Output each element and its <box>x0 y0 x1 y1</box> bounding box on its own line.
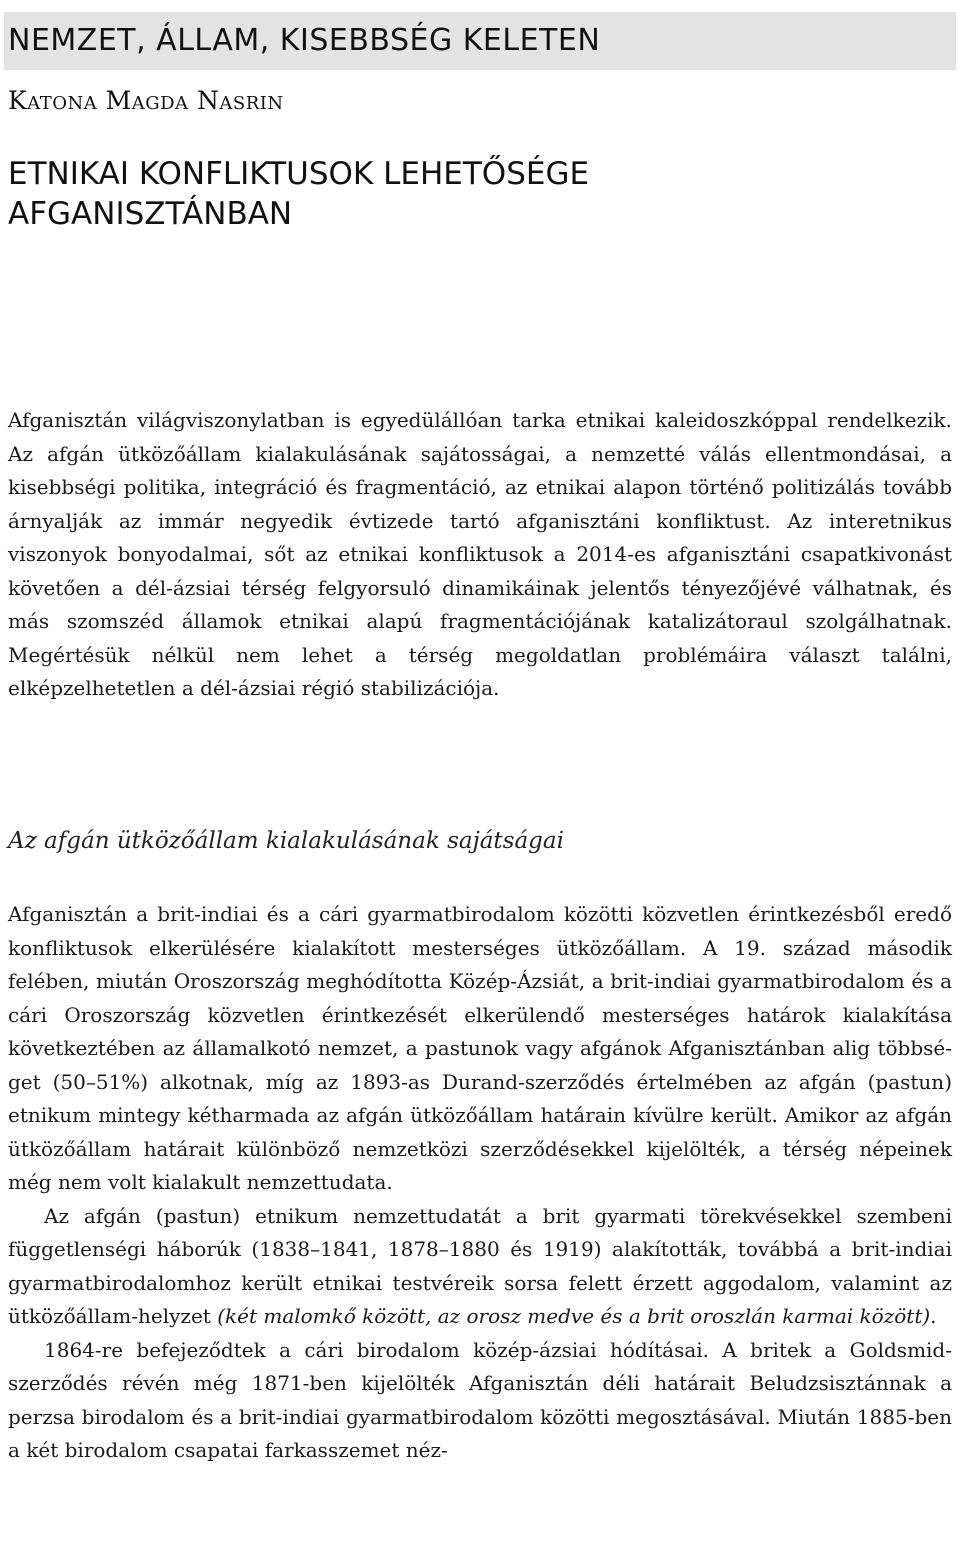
abstract-paragraph: Afganisztán világviszonylatban is egyedülállóan tarka etnikai kaleidoszkóppal rendelkezik. Az afgán ütközőállam kialakulásának sajátosságai, a nemzetté válás ellentmondásai, a kisebbségi politika, integráció és fragmentáció, az etnikai alapon történő politizálás tovább árnyalják az immár negyedik évtizede tartó afganisztáni konfliktust. Az interetnikus viszonyok bonyodalmai, sőt az etnikai konfliktusok a 2014-es afganisztáni csapatkivonást követően a dél-ázsiai térség felgyorsuló dinamikáinak jelentős tényezőjévé válhatnak, és más szomszéd államok etnikai alapú fragmentációjának katalizátoraul szolgálhatnak. Megértésük nélkül nem lehet a térség megoldatlan problémáira választ találni, elképzelhetetlen a dél-ázsiai régió stabilizációja. <box>8 408 952 700</box>
section-header-bar <box>4 12 956 70</box>
body-paragraph-2-text: Az afgán (pastun) etnikum nemzettudatát a brit gyarmati törekvésekkel szembeni függetlenségi háborúk (1838–1841, 1878–1880 és 1919) alakították, továbbá a brit-indiai gyarmatbirodalomhoz került etnikai testvéreik sorsa felett érzett aggodalom, valamint az ütközőállam-helyzet <box>8 1203 952 1328</box>
article-title-line-2: AFGANISZTÁNBAN <box>8 196 293 232</box>
abstract <box>8 404 952 706</box>
author-name: Katona Magda Nasrin <box>8 86 284 115</box>
body-text <box>8 898 952 1468</box>
body-paragraph-3: 1864-re befejeződtek a cári birodalom közép-ázsiai hódításai. A britek a Goldsmid-szerződés révén még 1871-ben kijelölték Afganisztán déli határait Beludzsisztánnak a perzsa birodalom és a brit-indiai gyarmatbirodalom közötti megosztásával. Miután 1885-ben a két birodalom csapatai farkasszemet néz- <box>8 1337 952 1462</box>
body-paragraph-2 <box>8 1200 952 1334</box>
body-paragraph-1: Afganisztán a brit-indiai és a cári gyarmatbirodalom közötti közvetlen érintkezésből eredő konfliktusok elkerülésére kialakított mesterséges ütközőállam. A 19. század második felében, miután Oroszország meghódította Közép-Ázsiát, a brit-indiai gyarmatbirodalom és a cári Oroszország közvetlen érintkezését elkerülendő mesterséges határok kialakítása következtében az államalkotó nemzet, a pastunok vagy afgánok Afganisztánban alig többséget (50–51%) alkotnak, míg az 1893-as Durand-szerződés értelmében az afgán (pastun) etnikum mintegy kétharmada az afgán ütközőállam határain kívülre került. Amikor az afgán ütközőállam határait különböző nemzetközi szerződésekkel kijelölték, a térség népeinek még nem volt kialakult nemzettudata. <box>8 902 952 1194</box>
section-title: NEMZET, ÁLLAM, KISEBBSÉG KELETEN <box>8 23 601 58</box>
body-paragraph-2-italic: (két malomkő között, az orosz medve és a brit oroszlán karmai között) <box>217 1304 931 1328</box>
article-title <box>8 154 908 234</box>
article-title-line-1: ETNIKAI KONFLIKTUSOK LEHETŐSÉGE <box>8 156 590 192</box>
subheading: Az afgán ütközőállam kialakulásának sajátságai <box>8 828 564 854</box>
body-paragraph-2-end: . <box>930 1304 937 1328</box>
